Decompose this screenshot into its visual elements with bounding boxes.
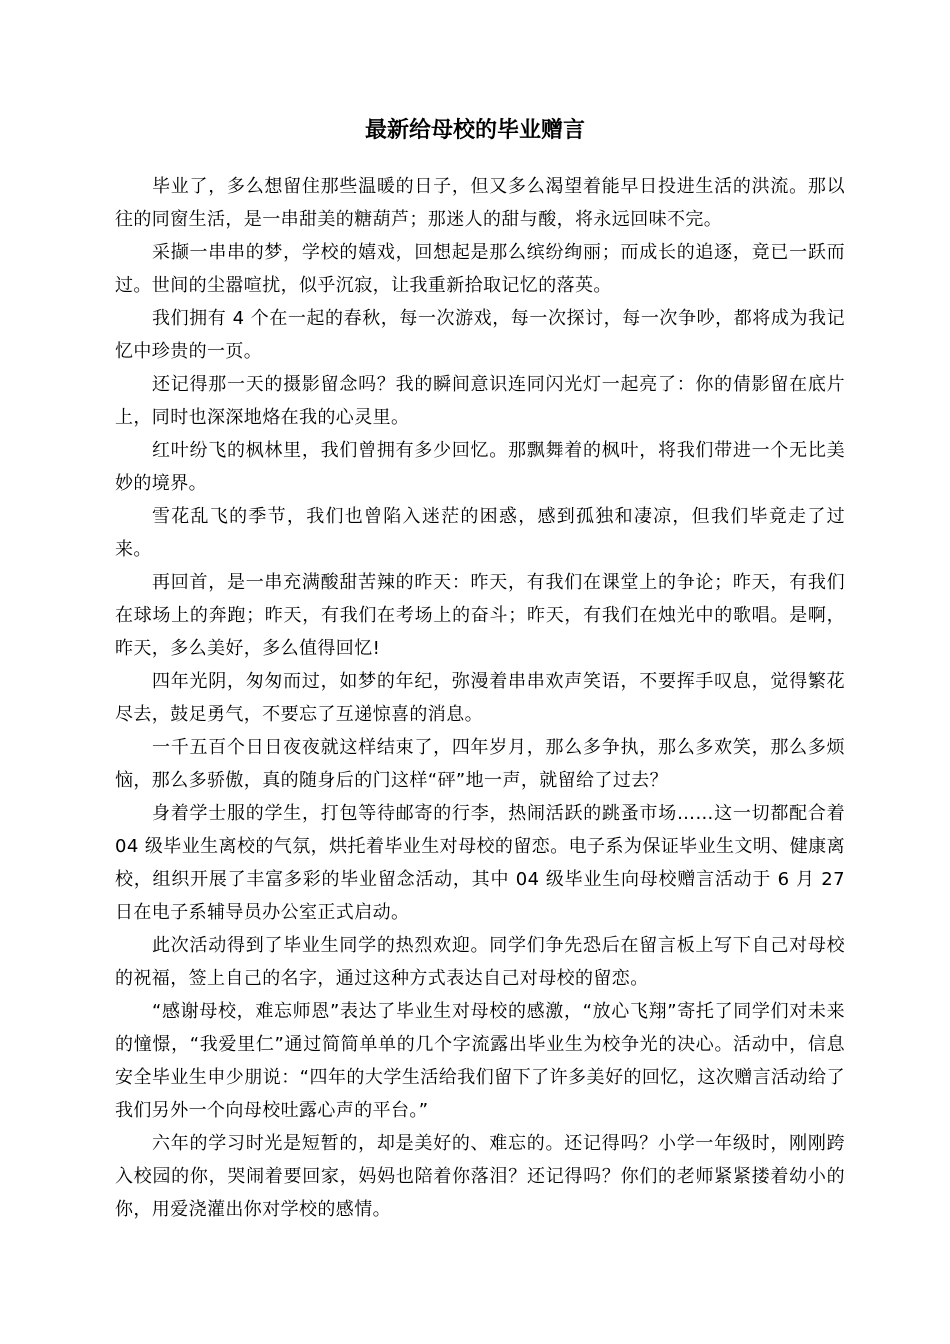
- paragraph: 雪花乱飞的季节，我们也曾陷入迷茫的困惑，感到孤独和凄凉，但我们毕竟走了过来。: [115, 506, 845, 560]
- document-title: 最新给母校的毕业赠言: [364, 118, 585, 143]
- paragraph: 此次活动得到了毕业生同学的热烈欢迎。同学们争先恐后在留言板上写下自己对母校的祝福，签上自己的名字，通过这种方式表达自己对母校的留恋。: [115, 935, 845, 989]
- paragraph: 四年光阴，匆匆而过，如梦的年纪，弥漫着串串欢声笑语，不要挥手叹息，觉得繁花尽去，鼓足勇气，不要忘了互递惊喜的消息。: [115, 671, 845, 725]
- paragraph: 再回首，是一串充满酸甜苦辣的昨天：昨天，有我们在课堂上的争论；昨天，有我们在球场上的奔跑；昨天，有我们在考场上的奋斗；昨天，有我们在烛光中的歌唱。是啊，昨天，多么美好，多么值得回忆!: [115, 572, 845, 659]
- paragraph: 毕业了，多么想留住那些温暖的日子，但又多么渴望着能早日投进生活的洪流。那以往的同窗生活，是一串甜美的糖葫芦；那迷人的甜与酸，将永远回味不完。: [115, 176, 845, 230]
- document-body: [115, 170, 845, 1226]
- paragraph: 红叶纷飞的枫林里，我们曾拥有多少回忆。那飘舞着的枫叶，将我们带进一个无比美妙的境界。: [115, 440, 845, 494]
- paragraph: 一千五百个日日夜夜就这样结束了，四年岁月，那么多争执，那么多欢笑，那么多烦恼，那么多骄傲，真的随身后的门这样“砰”地一声，就留给了过去？: [115, 737, 845, 791]
- paragraph: 六年的学习时光是短暂的，却是美好的、难忘的。还记得吗？小学一年级时，刚刚跨入校园的你，哭闹着要回家，妈妈也陪着你落泪？还记得吗？你们的老师紧紧搂着幼小的你，用爱浇灌出你对学校的感情。: [115, 1133, 845, 1220]
- paragraph: 我们拥有 4 个在一起的春秋，每一次游戏，每一次探讨，每一次争吵，都将成为我记忆中珍贵的一页。: [115, 308, 845, 362]
- paragraph: 身着学士服的学生，打包等待邮寄的行李，热闹活跃的跳蚤市场……这一切都配合着 04 级毕业生离校的气氛，烘托着毕业生对母校的留恋。电子系为保证毕业生文明、健康离校，组织开展了丰富多彩的毕业留念活动，其中 04 级毕业生向母校赠言活动于 6 月 27 日在电子系辅导员办公室正式启动。: [115, 803, 845, 923]
- paragraph: 采撷一串串的梦，学校的嬉戏，回想起是那么缤纷绚丽；而成长的追逐，竟已一跃而过。世间的尘嚣喧扰，似乎沉寂，让我重新拾取记忆的落英。: [115, 242, 845, 296]
- paragraph: “感谢母校，难忘师恩”表达了毕业生对母校的感激，“放心飞翔”寄托了同学们对未来的憧憬，“我爱里仁”通过简简单单的几个字流露出毕业生为校争光的决心。活动中，信息安全毕业生申少朋说：“四年的大学生活给我们留下了许多美好的回忆，这次赠言活动给了我们另外一个向母校吐露心声的平台。”: [115, 1001, 845, 1121]
- paragraph: 还记得那一天的摄影留念吗？我的瞬间意识连同闪光灯一起亮了：你的倩影留在底片上，同时也深深地烙在我的心灵里。: [115, 374, 845, 428]
